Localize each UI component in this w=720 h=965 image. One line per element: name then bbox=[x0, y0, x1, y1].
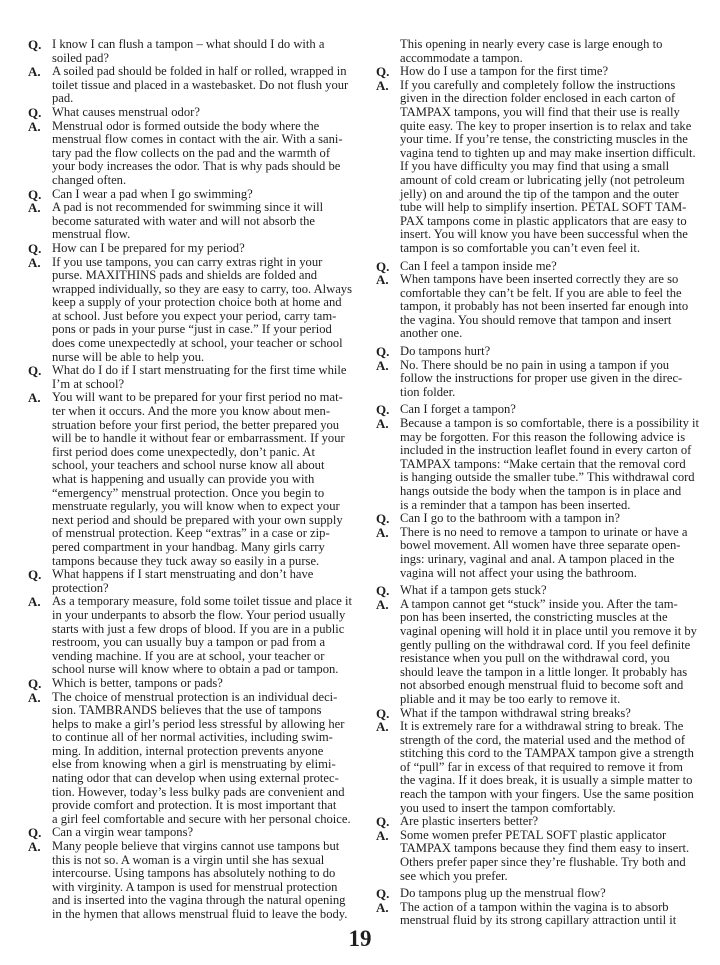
answer-label: A. bbox=[376, 416, 389, 432]
question-label: Q. bbox=[376, 344, 390, 360]
answer-block bbox=[28, 840, 358, 922]
answer-block bbox=[376, 720, 706, 815]
answer-text-line: pliable and it may be too early to remove it. bbox=[400, 691, 621, 706]
answer-label: A. bbox=[376, 77, 389, 93]
question-label: Q. bbox=[28, 675, 42, 691]
answer-text-line: starts with just a few drops of blood. If you are in a public bbox=[52, 621, 345, 636]
question-block bbox=[376, 887, 706, 901]
answer-block bbox=[28, 120, 358, 188]
answer-block bbox=[376, 829, 706, 883]
answer-text-line: next period and should be prepared with your own supply bbox=[52, 512, 343, 527]
answer-label: A. bbox=[376, 719, 389, 735]
answer-text-line: intercourse. Using tampons has absolutely nothing to do bbox=[52, 866, 336, 881]
answer-text-line: of menstrual protection. Keep “extras” in a case or zip- bbox=[52, 526, 330, 541]
question-block bbox=[376, 403, 706, 417]
answer-text-line: Many people believe that virgins cannot use tampons but bbox=[52, 839, 340, 854]
answer-label: A. bbox=[28, 390, 41, 406]
answer-text-line: quite easy. The key to proper insertion is to relax and take bbox=[400, 118, 692, 133]
answer-text-line: follow the instructions for proper use given in the direc- bbox=[400, 371, 683, 386]
answer-text-line: If you use tampons, you can carry extras right in your bbox=[52, 254, 323, 269]
answer-block bbox=[376, 359, 706, 400]
answer-text-line: Menstrual odor is formed outside the body where the bbox=[52, 118, 320, 133]
question-text-line: Can I go to the bathroom with a tampon in? bbox=[400, 511, 620, 526]
question-block bbox=[376, 260, 706, 274]
answer-block bbox=[376, 598, 706, 707]
question-text-line: How can I be prepared for my period? bbox=[52, 240, 245, 255]
question-text-line: I’m at school? bbox=[52, 376, 125, 391]
question-text-line: soiled pad? bbox=[52, 50, 110, 65]
question-label: Q. bbox=[376, 64, 390, 80]
answer-text-line: given in the direction folder enclosed in each carton of bbox=[400, 91, 676, 106]
question-text-line: What causes menstrual odor? bbox=[52, 104, 200, 119]
question-label: Q. bbox=[28, 825, 42, 841]
question-block bbox=[28, 242, 358, 256]
question-text-line: I know I can flush a tampon – what should I do with a bbox=[52, 37, 325, 51]
answer-block bbox=[28, 65, 358, 106]
question-text-line: Can I feel a tampon inside me? bbox=[400, 258, 557, 273]
answer-text-line: of “pull” far in excess of that required to remove it from bbox=[400, 759, 683, 774]
answer-text-line: the vagina. You should remove that tampon and insert bbox=[400, 312, 672, 327]
answer-text-line: is hanging outside the smaller tube.” This withdrawal cord bbox=[400, 470, 695, 485]
question-text-line: Do tampons plug up the menstrual flow? bbox=[400, 886, 606, 901]
question-text-line: Can I forget a tampon? bbox=[400, 402, 516, 417]
answer-text-line: vagina tend to tighten up and may make insertion difficult. bbox=[400, 145, 696, 160]
question-block bbox=[28, 188, 358, 202]
answer-text-line: to continue all of her normal activities, including swim- bbox=[52, 730, 333, 745]
answer-text-line: keep a supply of your protection choice both at home and bbox=[52, 295, 342, 310]
answer-text-line: tampon is so comfortable you can’t even feel it. bbox=[400, 240, 641, 255]
answer-text-line: see which you prefer. bbox=[400, 868, 508, 883]
answer-text-line: jelly) on and around the tip of the tampon and the outer bbox=[400, 186, 679, 201]
answer-text-line: restroom, you can usually buy a tampon or pad from a bbox=[52, 635, 326, 650]
answer-text-line: tampons because they tuck away so easily in a purse. bbox=[52, 553, 320, 568]
answer-text-line: become saturated with water and will not absorb the bbox=[52, 213, 315, 228]
answer-text-line: reach the tampon with your fingers. Use the same position bbox=[400, 787, 694, 802]
answer-text-line: A tampon cannot get “stuck” inside you. After the tam- bbox=[400, 596, 678, 611]
answer-text-line: tube will help to simplify insertion. PETAL SOFT TAM- bbox=[400, 200, 687, 215]
answer-text-line: changed often. bbox=[52, 172, 127, 187]
answer-text-line: menstrual fluid by its strong capillary attraction until it bbox=[400, 913, 677, 928]
answer-text-line: your body increases the odor. That is why pads should be bbox=[52, 159, 341, 174]
question-block bbox=[376, 65, 706, 79]
answer-label: A. bbox=[376, 272, 389, 288]
answer-block bbox=[376, 417, 706, 512]
answer-text-line: bowel movement. All women have three separate open- bbox=[400, 538, 681, 553]
answer-text-line: not absorbed enough menstrual fluid to become soft and bbox=[400, 678, 684, 693]
answer-text-line: pon has been inserted, the constricting muscles at the bbox=[400, 610, 668, 625]
answer-text-line: The action of a tampon within the vagina is to absorb bbox=[400, 899, 669, 914]
question-block bbox=[376, 345, 706, 359]
answer-text-line: When tampons have been inserted correctly they are so bbox=[400, 272, 679, 287]
answer-text-line: provide comfort and protection. It is most important that bbox=[52, 798, 337, 813]
answer-block bbox=[376, 526, 706, 580]
answer-text-line: As a temporary measure, fold some toilet tissue and place it bbox=[52, 594, 352, 609]
answer-text-line: TAMPAX tampons: “Make certain that the removal cord bbox=[400, 456, 686, 471]
answer-text-line: vending machine. If you are at school, your teacher or bbox=[52, 648, 325, 663]
answer-text-line: If you have difficulty you may find that using a small bbox=[400, 159, 670, 174]
answer-label: A. bbox=[376, 596, 389, 612]
answer-text-line: gently pulling on the withdrawal cord. If you feel definite bbox=[400, 637, 691, 652]
question-text-line: How do I use a tampon for the first time? bbox=[400, 64, 609, 79]
question-text-line: protection? bbox=[52, 580, 109, 595]
answer-text-line: menstruate regularly, you will know when to expect your bbox=[52, 499, 340, 514]
question-block bbox=[28, 38, 358, 65]
question-block bbox=[28, 364, 358, 391]
answer-text-line: ings: urinary, vaginal and anal. A tampon placed in the bbox=[400, 551, 675, 566]
answer-text-line: this is not so. A woman is a virgin until she has sexual bbox=[52, 852, 325, 867]
answer-text-line: TAMPAX tampons, you will find that their use is really bbox=[400, 104, 680, 119]
answer-text-line: included in the instruction leaflet found in every carton of bbox=[400, 443, 692, 458]
answer-text-line: and is inserted into the vagina through the natural opening bbox=[52, 893, 346, 908]
answer-text-line: stitching this cord to the TAMPAX tampon give a strength bbox=[400, 746, 694, 761]
page-number: 19 bbox=[348, 926, 372, 951]
answer-text-line: pons or pads in your purse “just in case.” If your period bbox=[52, 322, 332, 337]
answer-text-line: tion folder. bbox=[400, 384, 456, 399]
answer-text-line: your time. If you’re tense, the constricting muscles in the bbox=[400, 132, 688, 147]
question-text-line: Are plastic inserters better? bbox=[400, 814, 539, 829]
answer-text-line: ter when it occurs. And the more you know about men- bbox=[52, 404, 331, 419]
answer-text-line: comfortable they can’t be felt. If you are able to feel the bbox=[400, 285, 682, 300]
question-label: Q. bbox=[28, 363, 42, 379]
answer-text-line: Because a tampon is so comfortable, there is a possibility it bbox=[400, 416, 700, 431]
answer-text-line: purse. MAXITHINS pads and shields are folded and bbox=[52, 268, 318, 283]
answer-text-line: will be to handle it without fear or embarrassment. If your bbox=[52, 431, 345, 446]
answer-text-line: struation before your first period, the better prepared you bbox=[52, 417, 340, 432]
answer-label: A. bbox=[28, 118, 41, 134]
question-label: Q. bbox=[376, 583, 390, 599]
question-block bbox=[376, 707, 706, 721]
question-block bbox=[376, 584, 706, 598]
answer-text-line: at school. Just before you expect your period, carry tam- bbox=[52, 308, 337, 323]
question-label: Q. bbox=[376, 258, 390, 274]
answer-block bbox=[376, 79, 706, 256]
answer-block bbox=[28, 595, 358, 677]
answer-text-line: vagina will not affect your using the bathroom. bbox=[400, 565, 637, 580]
answer-text-line: sion. TAMBRANDS believes that the use of tampons bbox=[52, 703, 322, 718]
question-block bbox=[376, 815, 706, 829]
answer-text-line: what is happening and usually can provide you with bbox=[52, 472, 315, 486]
answer-block bbox=[28, 256, 358, 365]
answer-text-line: resistance when you pull on the withdrawal cord, you bbox=[400, 651, 670, 666]
answer-text-line: should leave the tampon in a little longer. It probably has bbox=[400, 664, 688, 679]
answer-text-line: nating odor that can develop when using external protec- bbox=[52, 771, 339, 786]
answer-text-line: school nurse will know where to obtain a pad or tampon. bbox=[52, 662, 339, 677]
answer-text-line: “emergency” menstrual protection. Once you begin to bbox=[52, 485, 325, 500]
right-column bbox=[376, 38, 706, 928]
answer-text-line: A soiled pad should be folded in half or rolled, wrapped in bbox=[52, 64, 347, 79]
answer-text-line: No. There should be no pain in using a tampon if you bbox=[400, 357, 670, 372]
continuation-text-line: This opening in nearly every case is large enough to bbox=[400, 37, 663, 51]
answer-text-line: the vagina. If it does break, it is usually a simple matter to bbox=[400, 773, 693, 788]
answer-text-line: another one. bbox=[400, 326, 463, 341]
question-block bbox=[376, 512, 706, 526]
question-text-line: Can a virgin wear tampons? bbox=[52, 825, 194, 840]
question-label: Q. bbox=[376, 705, 390, 721]
answer-label: A. bbox=[28, 839, 41, 855]
answer-text-line: wrapped individually, so they are easy to carry, too. Always bbox=[52, 281, 352, 296]
answer-text-line: school, your teachers and school nurse know all about bbox=[52, 458, 325, 473]
answer-text-line: If you carefully and completely follow the instructions bbox=[400, 77, 676, 92]
answer-text-line: tampon, it probably has not been inserted far enough into bbox=[400, 299, 689, 314]
answer-text-line: hangs outside the body when the tampon is in place and bbox=[400, 484, 682, 498]
answer-text-line: pered compartment in your handbag. Many girls carry bbox=[52, 539, 325, 554]
answer-text-line: nurse will be able to help you. bbox=[52, 349, 205, 364]
answer-text-line: in your underpants to absorb the flow. Your period usually bbox=[52, 607, 346, 622]
answer-text-line: The choice of menstrual protection is an individual deci- bbox=[52, 689, 338, 704]
answer-text-line: menstrual flow comes in contact with the air. With a sani- bbox=[52, 132, 343, 147]
answer-text-line: helps to make a girl’s period less stressful by allowing her bbox=[52, 716, 345, 731]
answer-text-line: strength of the cord, the material used and the method of bbox=[400, 732, 686, 747]
answer-text-line: TAMPAX tampons because they find them easy to insert. bbox=[400, 841, 690, 856]
question-label: Q. bbox=[376, 814, 390, 830]
answer-label: A. bbox=[28, 594, 41, 610]
question-text-line: Do tampons hurt? bbox=[400, 344, 491, 359]
answer-label: A. bbox=[28, 254, 41, 270]
answer-text-line: PAX tampons come in plastic applicators that are easy to bbox=[400, 213, 687, 228]
answer-text-line: a girl feel comfortable and secure with her personal choice. bbox=[52, 811, 351, 826]
answer-text-line: else from knowing when a girl is menstruating by elimi- bbox=[52, 757, 336, 772]
answer-text-line: insert. You will know you have been successful when the bbox=[400, 227, 688, 242]
answer-label: A. bbox=[376, 357, 389, 373]
answer-text-line: does come unexpectedly at school, your teacher or school bbox=[52, 336, 343, 351]
answer-block bbox=[28, 691, 358, 827]
answer-text-line: A pad is not recommended for swimming since it will bbox=[52, 200, 324, 215]
question-label: Q. bbox=[28, 104, 42, 120]
answer-block bbox=[28, 391, 358, 568]
answer-text-line: Others prefer paper since they’re flushable. Try both and bbox=[400, 855, 686, 870]
answer-text-line: first period does come unexpectedly, don’t panic. At bbox=[52, 444, 315, 459]
question-label: Q. bbox=[28, 567, 42, 583]
answer-label: A. bbox=[28, 689, 41, 705]
answer-text-line: toilet tissue and placed in a wastebasket. Do not flush your bbox=[52, 77, 349, 92]
question-label: Q. bbox=[376, 402, 390, 418]
answer-text-line: you used to insert the tampon comfortably. bbox=[400, 800, 616, 815]
answer-label: A. bbox=[376, 899, 389, 915]
question-label: Q. bbox=[376, 886, 390, 902]
answer-text-line: may be forgotten. For this reason the following advice is bbox=[400, 429, 686, 444]
answer-label: A. bbox=[376, 827, 389, 843]
answer-block bbox=[376, 901, 706, 928]
answer-block bbox=[28, 201, 358, 242]
question-text-line: What if a tampon gets stuck? bbox=[400, 583, 547, 598]
question-block bbox=[28, 677, 358, 691]
question-text-line: What happens if I start menstruating and don’t have bbox=[52, 567, 314, 582]
question-block bbox=[28, 568, 358, 595]
answer-label: A. bbox=[28, 200, 41, 216]
question-block bbox=[28, 826, 358, 840]
answer-text-line: There is no need to remove a tampon to urinate or have a bbox=[400, 524, 688, 539]
answer-text-line: amount of cold cream or lubricating jelly (not petroleum bbox=[400, 172, 685, 187]
left-column bbox=[28, 38, 358, 922]
question-label: Q. bbox=[28, 186, 42, 202]
answer-text-line: in the hymen that allows menstrual fluid to leave the body. bbox=[52, 907, 348, 921]
question-text-line: Which is better, tampons or pads? bbox=[52, 675, 223, 690]
answer-text-line: Some women prefer PETAL SOFT plastic applicator bbox=[400, 827, 667, 842]
answer-text-line: vaginal opening will hold it in place until you remove it by bbox=[400, 623, 697, 638]
answer-text-line: with virginity. A tampon is used for menstrual protection bbox=[52, 879, 338, 894]
question-label: Q. bbox=[28, 240, 42, 256]
answer-text-line: It is extremely rare for a withdrawal string to break. The bbox=[400, 719, 684, 734]
answer-text-line: pad. bbox=[52, 91, 74, 106]
question-label: Q. bbox=[376, 511, 390, 527]
answer-label: A. bbox=[28, 64, 41, 80]
continuation-text-line: accommodate a tampon. bbox=[400, 50, 523, 65]
question-text-line: What if the tampon withdrawal string breaks? bbox=[400, 705, 631, 720]
question-text-line: Can I wear a pad when I go swimming? bbox=[52, 186, 253, 201]
answer-text-line: tary pad the flow collects on the pad and the warmth of bbox=[52, 145, 331, 160]
answer-text-line: menstrual flow. bbox=[52, 227, 131, 242]
answer-text-line: tion. However, today’s less bulky pads are convenient and bbox=[52, 784, 345, 799]
answer-block bbox=[376, 273, 706, 341]
continuation-block bbox=[376, 38, 706, 65]
question-text-line: What do I do if I start menstruating for the first time while bbox=[52, 363, 347, 378]
question-label: Q. bbox=[28, 37, 42, 52]
answer-text-line: is a reminder that a tampon has been inserted. bbox=[400, 497, 631, 512]
answer-text-line: You will want to be prepared for your first period no mat- bbox=[52, 390, 343, 405]
answer-text-line: ming. In addition, internal protection prevents anyone bbox=[52, 743, 324, 758]
answer-label: A. bbox=[376, 524, 389, 540]
question-block bbox=[28, 106, 358, 120]
